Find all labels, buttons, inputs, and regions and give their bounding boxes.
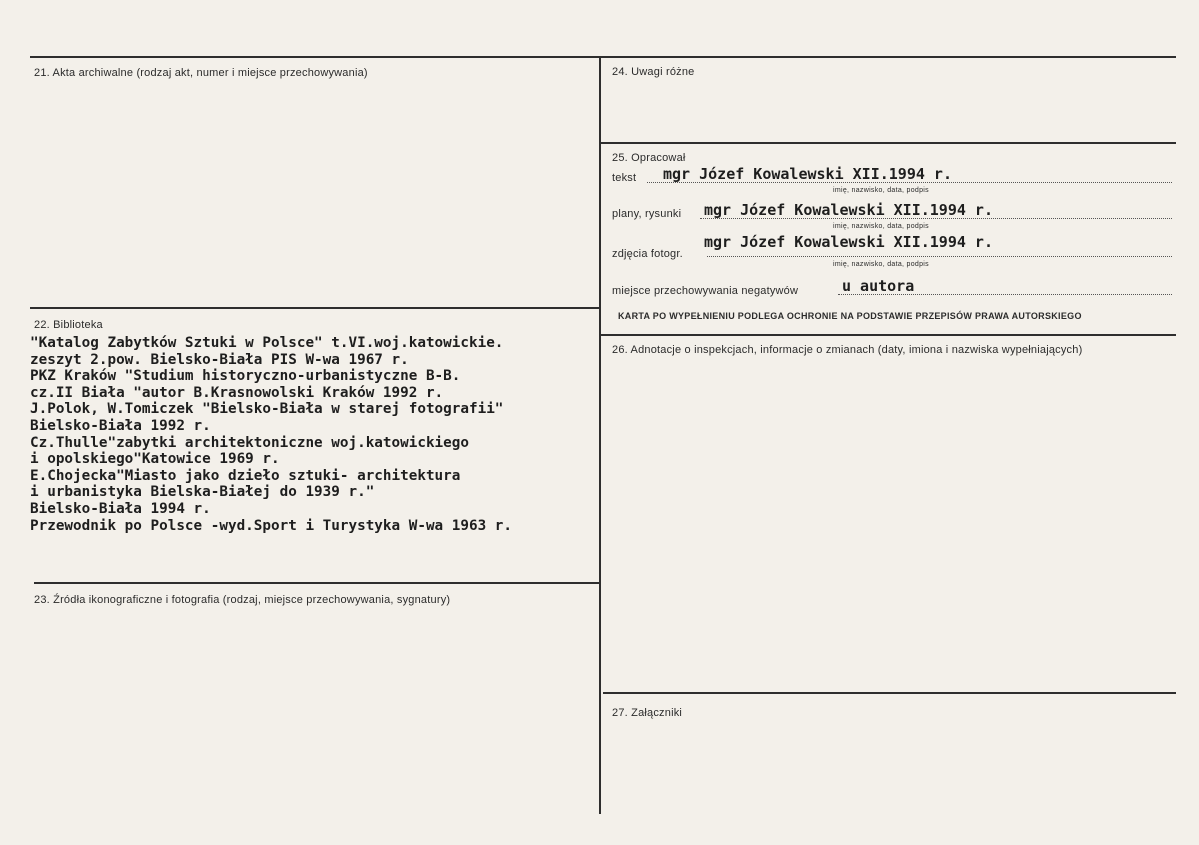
tekst-value: mgr Józef Kowalewski XII.1994 r. [663,165,952,183]
tekst-label: tekst [612,172,637,184]
biblioteka-line: i urbanistyka Bielska-Białej do 1939 r." [30,484,375,501]
zdjecia-label: zdjęcia fotogr. [612,248,683,260]
zdjecia-dotted-line [707,256,1172,257]
section-27-label: 27. Załączniki [612,707,683,719]
biblioteka-line: Cz.Thulle"zabytki architektoniczne woj.katowickiego [30,434,469,451]
copyright-note: KARTA PO WYPEŁNIENIU PODLEGA OCHRONIE NA PODSTAWIE PRZEPISÓW PRAWA AUTORSKIEGO [618,311,1082,321]
rule-26-27 [603,692,1176,694]
negatywy-dotted-line [838,294,1172,295]
plany-label: plany, rysunki [612,208,682,220]
section-25-label: 25. Opracował [612,152,686,164]
zdjecia-value: mgr Józef Kowalewski XII.1994 r. [704,233,993,251]
plany-value: mgr Józef Kowalewski XII.1994 r. [704,201,993,219]
plany-hint: imię, nazwisko, data, podpis [833,223,929,230]
rule-22-23 [34,582,600,584]
biblioteka-line: zeszyt 2.pow. Bielsko-Biała PIS W-wa 1967 r. [30,351,409,368]
section-23-label: 23. Źródła ikonograficzne i fotografia (rodzaj, miejsce przechowywania, sygnatury) [34,594,451,606]
negatywy-value: u autora [842,277,915,295]
section-22-label: 22. Biblioteka [34,319,103,331]
biblioteka-line: Bielsko-Biała 1992 r. [30,417,211,434]
biblioteka-line: "Katalog Zabytków Sztuki w Polsce" t.VI.woj.katowickie. [30,335,504,351]
biblioteka-list [30,335,512,534]
rule-25-26 [600,334,1176,336]
plany-dotted-line [700,218,1172,219]
biblioteka-line: E.Chojecka"Miasto jako dzieło sztuki- architektura [30,467,461,484]
biblioteka-line: J.Polok, W.Tomiczek "Bielsko-Biała w starej fotografii" [30,401,504,418]
tekst-hint: imię, nazwisko, data, podpis [833,187,929,194]
biblioteka-line: Przewodnik po Polsce -wyd.Sport i Turystyka W-wa 1963 r. [30,517,513,534]
section-24-label: 24. Uwagi różne [612,66,695,78]
tekst-dotted-line [647,182,1172,183]
biblioteka-line: Bielsko-Biała 1994 r. [30,500,211,517]
biblioteka-line: PKZ Kraków "Studium historyczno-urbanistyczne B-B. [30,368,461,385]
section-21-label: 21. Akta archiwalne (rodzaj akt, numer i miejsce przechowywania) [34,67,368,79]
negatywy-label: miejsce przechowywania negatywów [612,285,799,297]
biblioteka-line: i opolskiego"Katowice 1969 r. [30,451,280,468]
section-26-label: 26. Adnotacje o inspekcjach, informacje o zmianach (daty, imiona i nazwiska wypełniających) [612,344,1083,356]
rule-24-25 [600,142,1176,144]
zdjecia-hint: imię, nazwisko, data, podpis [833,261,929,268]
biblioteka-line: cz.II Biała "autor B.Krasnowolski Kraków 1992 r. [30,384,444,401]
top-rule [30,56,1176,58]
rule-21-22 [30,307,600,309]
center-divider [599,56,601,814]
